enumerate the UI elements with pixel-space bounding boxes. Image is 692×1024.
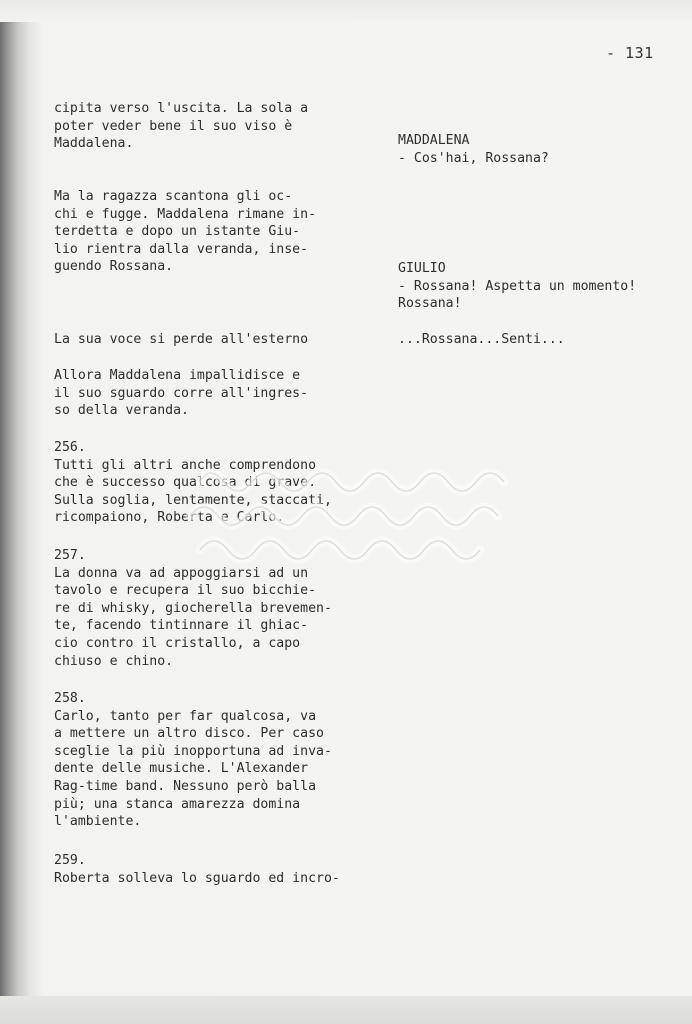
dialogue-line: - Cos'hai, Rossana? (398, 150, 549, 166)
text-line: chi e fugge. Maddalena rimane in- (54, 206, 317, 222)
text-line: La donna va ad appoggiarsi ad un (54, 565, 309, 581)
text-line: guendo Rossana. (54, 259, 174, 275)
shot-258 (54, 690, 332, 831)
dialogue-block (398, 260, 636, 313)
description-block (54, 188, 316, 276)
top-paper-edge (0, 0, 692, 22)
text-line: cipita verso l'uscita. La sola a (54, 101, 309, 116)
speaker-name: MADDALENA (398, 133, 470, 148)
text-line: lio rientra dalla veranda, inse- (54, 241, 309, 257)
text-line: il suo sguardo corre all'ingres- (54, 385, 309, 401)
text-line: più; una stanca amarezza domina (54, 796, 301, 812)
shot-number: 259. (54, 853, 86, 868)
description-block (54, 367, 308, 420)
text-line: Allora Maddalena impallidisce e (54, 368, 301, 383)
description-block (54, 331, 308, 349)
text-line: l'ambiente. (54, 814, 142, 830)
text-line: cio contro il cristallo, a capo (54, 635, 301, 651)
page-number: - 131 (606, 44, 654, 62)
text-line: te, facendo tintinnare il ghiac- (54, 618, 309, 634)
shot-259 (54, 852, 340, 887)
shot-257 (54, 547, 332, 670)
dialogue-block (398, 331, 565, 349)
text-line: tavolo e recupera il suo bicchie- (54, 583, 317, 599)
text-line: Sulla soglia, lentamente, staccati, (54, 492, 332, 508)
shot-number: 256. (54, 440, 86, 455)
dialogue-line: ...Rossana...Senti... (398, 332, 565, 347)
text-line: La sua voce si perde all'esterno (54, 332, 309, 347)
text-line: re di whisky, giocherella brevemen- (54, 600, 332, 616)
text-line: Ma la ragazza scantona gli oc- (54, 189, 293, 204)
text-line: Carlo, tanto per far qualcosa, va (54, 708, 317, 724)
shot-number: 257. (54, 548, 86, 563)
speaker-name: GIULIO (398, 261, 446, 276)
text-line: Tutti gli altri anche comprendono (54, 457, 317, 473)
dialogue-line: Rossana! (398, 296, 462, 312)
bottom-paper-edge (0, 996, 692, 1024)
shot-256 (54, 439, 332, 527)
text-line: Roberta solleva lo sguardo ed incro- (54, 870, 340, 886)
dialogue-block (398, 132, 549, 167)
text-line: Rag-time band. Nessuno però balla (54, 778, 317, 794)
text-line: chiuso e chino. (54, 653, 174, 669)
dialogue-line: - Rossana! Aspetta un momento! (398, 278, 637, 294)
shot-number: 258. (54, 691, 86, 706)
description-block (54, 100, 308, 153)
text-line: dente delle musiche. L'Alexander (54, 761, 309, 777)
text-line: che è successo qualcosa di grave. (54, 475, 317, 491)
text-line: a mettere un altro disco. Per caso (54, 726, 324, 742)
text-line: Maddalena. (54, 136, 134, 152)
text-line: poter veder bene il suo viso è (54, 118, 293, 134)
text-line: sceglie la più inopportuna ad inva- (54, 743, 332, 759)
text-line: ricompaiono, Roberta e Carlo. (54, 510, 285, 526)
text-line: terdetta e dopo un istante Giu- (54, 224, 301, 240)
text-line: so della veranda. (54, 403, 189, 419)
